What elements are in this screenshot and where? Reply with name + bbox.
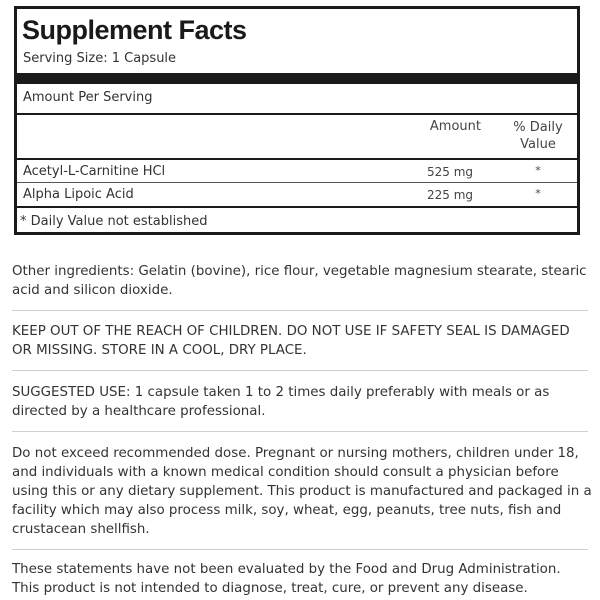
divider: [17, 113, 577, 115]
suggested-use-text: SUGGESTED USE: 1 capsule taken 1 to 2 times daily preferably with meals or as directed by a healthcare professional.: [12, 385, 550, 419]
daily-value-footnote: * Daily Value not established: [20, 214, 208, 229]
serving-size: Serving Size: 1 Capsule: [23, 51, 177, 66]
column-header-daily-value-line2: Value: [520, 137, 556, 152]
facts-title: Supplement Facts: [22, 15, 247, 45]
nutrient-name: Acetyl-L-Carnitine HCl: [23, 164, 166, 179]
section-divider: [12, 370, 588, 371]
column-header-daily-value: [507, 119, 569, 153]
nutrient-name: Alpha Lipoic Acid: [23, 187, 134, 202]
supplement-facts-panel: [14, 6, 580, 235]
nutrient-amount: 525 mg: [426, 165, 473, 179]
amount-per-serving-label: Amount Per Serving: [23, 90, 153, 105]
column-header-daily-value-line1: % Daily: [513, 120, 563, 135]
section-divider: [12, 549, 588, 550]
other-ingredients-text: Other ingredients: Gelatin (bovine), rice flour, vegetable magnesium stearate, stearic acid and silicon dioxide.: [12, 264, 587, 298]
nutrient-daily-value: *: [535, 187, 541, 200]
nutrient-daily-value: *: [535, 164, 541, 177]
row-divider: [17, 182, 577, 183]
nutrient-amount: 225 mg: [426, 188, 473, 202]
warning-text: KEEP OUT OF THE REACH OF CHILDREN. DO NOT USE IF SAFETY SEAL IS DAMAGED OR MISSING. STORE IN A COOL, DRY PLACE.: [12, 324, 570, 358]
divider: [17, 158, 577, 160]
section-divider: [12, 310, 588, 311]
caution-text: Do not exceed recommended dose. Pregnant or nursing mothers, children under 18, and individuals with a known medical condition should consult a physician before using this or any dietary supplement. This product is manufactured and packaged in a facility which may also process milk, soy, wheat, egg, peanuts, tree nuts, fish and crustacean shellfish.: [12, 446, 592, 537]
fda-disclaimer-text: These statements have not been evaluated by the Food and Drug Administration. This product is not intended to diagnose, treat, cure, or prevent any disease.: [12, 562, 561, 596]
thick-divider: [17, 73, 577, 84]
column-header-amount: Amount: [429, 119, 481, 134]
section-divider: [12, 431, 588, 432]
divider: [17, 206, 577, 208]
